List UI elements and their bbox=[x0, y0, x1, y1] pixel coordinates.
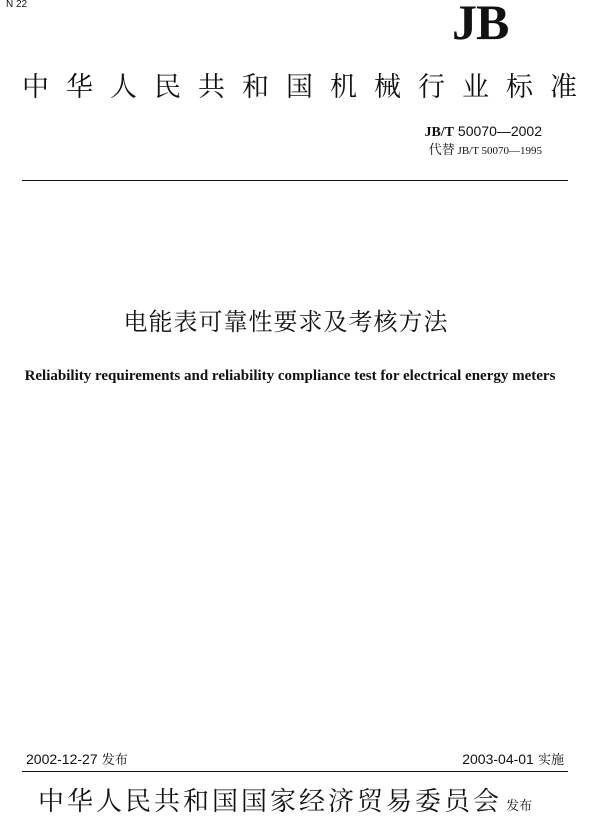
issue-date-value: 2002-12-27 bbox=[26, 751, 98, 767]
document-title-chinese: 电能表可靠性要求及考核方法 bbox=[123, 308, 449, 336]
ccs-classification-code: N 22 bbox=[6, 0, 28, 10]
implementation-date-value: 2003-04-01 bbox=[462, 751, 534, 767]
issue-date bbox=[26, 750, 128, 770]
replaces-label: 代替 bbox=[428, 143, 455, 158]
standard-code-prefix: JB/T bbox=[424, 125, 455, 140]
replaces-note bbox=[429, 144, 542, 158]
issue-date-label: 发布 bbox=[97, 753, 128, 768]
publisher-name: 中华人民共和国国家经济贸易委员会 bbox=[38, 787, 503, 817]
implementation-date bbox=[462, 750, 564, 770]
implementation-date-label: 实施 bbox=[533, 753, 564, 768]
replaces-code: JB/T 50070—1995 bbox=[454, 145, 542, 157]
top-divider bbox=[22, 180, 568, 181]
jb-logo: JB bbox=[452, 0, 509, 50]
document-title-english: Reliability requirements and reliability compliance test for electrical energy meters bbox=[24, 368, 556, 384]
standard-code-number: 50070—2002 bbox=[454, 123, 542, 139]
bottom-divider bbox=[22, 771, 568, 772]
publisher-suffix: 发布 bbox=[502, 799, 533, 814]
publisher bbox=[38, 786, 532, 823]
standard-category-title: 中华人民共和国机械行业标准 bbox=[22, 72, 594, 103]
standard-code bbox=[424, 123, 542, 141]
